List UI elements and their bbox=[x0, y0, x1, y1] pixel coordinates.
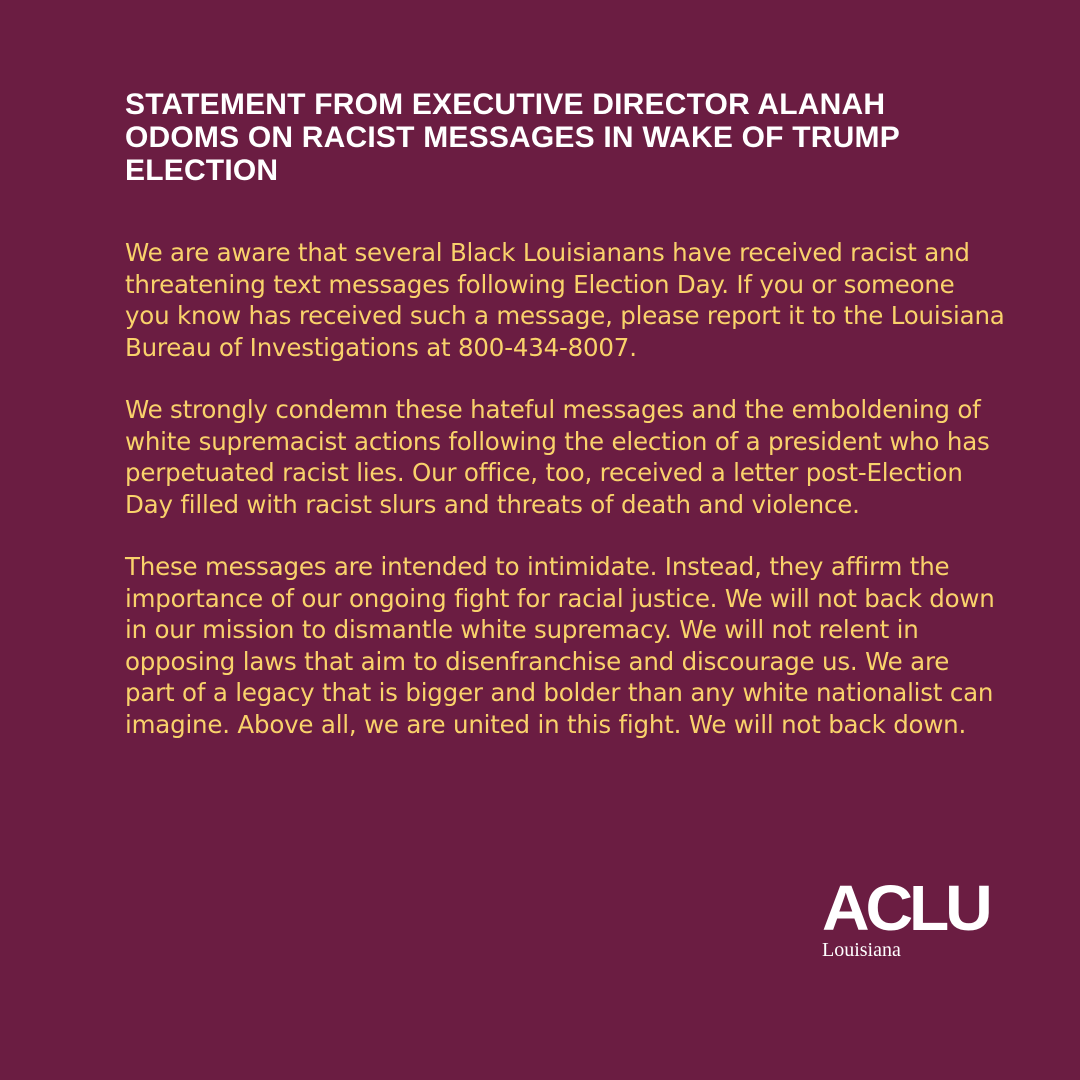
logo-wordmark: ACLU bbox=[822, 872, 989, 944]
statement-title: STATEMENT FROM EXECUTIVE DIRECTOR ALANAH ODOMS ON RACIST MESSAGES IN WAKE OF TRUMP ELECTION bbox=[125, 88, 900, 187]
aclu-louisiana-logo bbox=[822, 872, 989, 968]
statement-body bbox=[125, 237, 1005, 740]
statement-paragraph-2: We strongly condemn these hateful messages and the emboldening of white supremacist actions following the election of a president who has perpetuated racist lies. Our office, too, received a letter post-Election Day filled with racist slurs and threats of death and violence. bbox=[125, 395, 990, 519]
statement-paragraph-3: These messages are intended to intimidate. Instead, they affirm the importance of our ongoing fight for racial justice. We will not back down in our mission to dismantle white supremacy. We will not relent in opposing laws that aim to disenfranchise and discourage us. We are part of a legacy that is bigger and bolder than any white nationalist can imagine. Above all, we are united in this fight. We will not back down. bbox=[125, 552, 995, 739]
logo-affiliate: Louisiana bbox=[822, 939, 901, 961]
statement bbox=[125, 88, 1005, 771]
statement-paragraph-1: We are aware that several Black Louisianans have received racist and threatening text messages following Election Day. If you or someone you know has received such a message, please report it to the Louisiana Bureau of Investigations at 800-434-8007. bbox=[125, 238, 1005, 362]
